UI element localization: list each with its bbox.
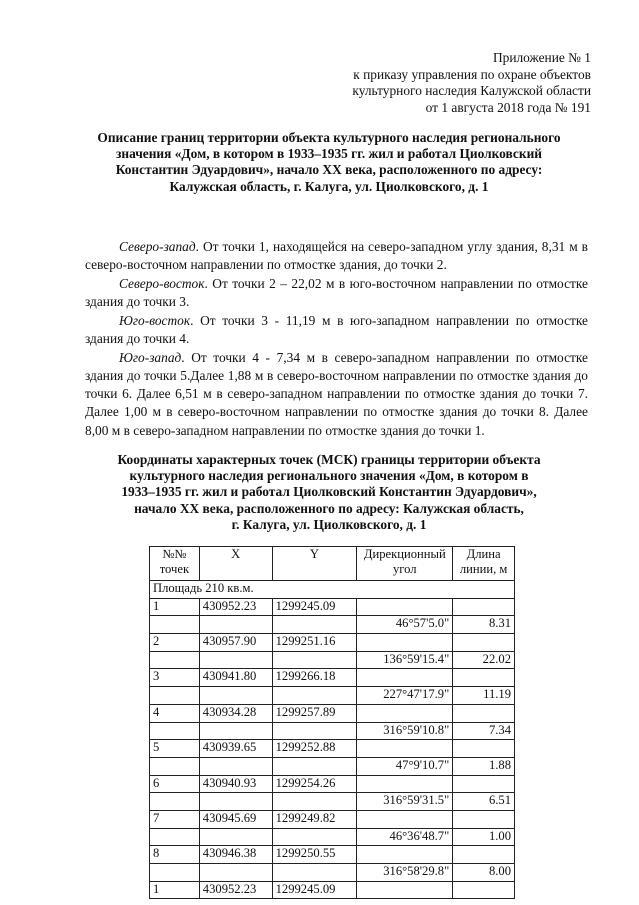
direction-label: Юго-запад bbox=[119, 349, 182, 365]
line-length-cell bbox=[453, 775, 515, 793]
direction-angle-cell: 46°57'5.0" bbox=[357, 616, 453, 634]
y-coordinate-cell: 1299245.09 bbox=[272, 598, 357, 616]
y-coordinate-cell: 1299254.26 bbox=[272, 775, 357, 793]
line-length-cell: 8.31 bbox=[453, 616, 515, 634]
table-row bbox=[150, 881, 515, 899]
table-row bbox=[150, 828, 515, 846]
direction-angle-cell: 316°58'29.8" bbox=[357, 864, 453, 882]
point-number-cell: 4 bbox=[150, 704, 200, 722]
area-label: Площадь 210 кв.м. bbox=[150, 581, 515, 599]
point-number-cell bbox=[150, 687, 200, 705]
direction-angle-cell: 316°59'31.5" bbox=[357, 793, 453, 811]
point-number-cell: 8 bbox=[150, 846, 200, 864]
coordinates-table bbox=[149, 546, 515, 899]
header-line-length: Длина линии, м bbox=[453, 547, 515, 581]
table-row bbox=[150, 775, 515, 793]
x-coordinate-cell bbox=[199, 687, 272, 705]
point-number-cell: 7 bbox=[150, 810, 200, 828]
point-number-cell: 1 bbox=[150, 598, 200, 616]
line-length-cell bbox=[453, 740, 515, 758]
header-x: X bbox=[199, 547, 272, 581]
table-row bbox=[150, 740, 515, 758]
table-row bbox=[150, 810, 515, 828]
description-paragraph bbox=[85, 238, 588, 274]
appendix-line: культурного наследия Калужской области bbox=[352, 83, 591, 98]
table-row bbox=[150, 722, 515, 740]
appendix-line: к приказу управления по охране объектов bbox=[353, 66, 591, 82]
direction-label: Северо-восток bbox=[119, 275, 205, 291]
title-line: культурного наследия регионального значения «Дом, в котором в bbox=[129, 468, 529, 484]
x-coordinate-cell bbox=[199, 651, 272, 669]
title-line: Константин Эдуардович», начало XX века, расположенного по адресу: bbox=[115, 162, 543, 178]
x-coordinate-cell: 430957.90 bbox=[199, 634, 272, 652]
y-coordinate-cell bbox=[272, 864, 357, 882]
table-row bbox=[150, 757, 515, 775]
y-coordinate-cell bbox=[272, 651, 357, 669]
x-coordinate-cell bbox=[199, 828, 272, 846]
direction-angle-cell: 316°59'10.8" bbox=[357, 722, 453, 740]
direction-angle-cell: 46°36'48.7" bbox=[357, 828, 453, 846]
appendix-header bbox=[352, 50, 591, 116]
y-coordinate-cell: 1299245.09 bbox=[272, 881, 357, 899]
title-line: значения «Дом, в котором в 1933–1935 гг. жил и работал Циолковский bbox=[115, 146, 543, 162]
line-length-cell bbox=[453, 669, 515, 687]
table-row bbox=[150, 616, 515, 634]
direction-angle-cell bbox=[357, 846, 453, 864]
direction-label: Северо-запад bbox=[119, 239, 196, 254]
line-length-cell bbox=[453, 598, 515, 616]
x-coordinate-cell bbox=[199, 722, 272, 740]
y-coordinate-cell: 1299252.88 bbox=[272, 740, 357, 758]
line-length-cell: 1.88 bbox=[453, 757, 515, 775]
description-text: . От точки 2 – 22,02 м в юго-восточном направлении по отмостке здания до точки 3. bbox=[85, 275, 588, 310]
line-length-cell: 6.51 bbox=[453, 793, 515, 811]
title-line: Калужская область, г. Калуга, ул. Циолковского, д. 1 bbox=[169, 178, 489, 194]
title-line: Описание границ территории объекта культурного наследия регионального bbox=[97, 130, 561, 145]
description-paragraph bbox=[85, 312, 588, 348]
x-coordinate-cell: 430952.23 bbox=[199, 598, 272, 616]
x-coordinate-cell: 430940.93 bbox=[199, 775, 272, 793]
y-coordinate-cell: 1299251.16 bbox=[272, 634, 357, 652]
table-header-row bbox=[150, 547, 515, 581]
line-length-cell bbox=[453, 846, 515, 864]
line-length-cell bbox=[453, 704, 515, 722]
title-line: 1933–1935 гг. жил и работал Циолковский Константин Эдуардович», bbox=[121, 484, 537, 500]
description-paragraph bbox=[85, 349, 588, 440]
point-number-cell bbox=[150, 722, 200, 740]
table-row bbox=[150, 669, 515, 687]
table-row bbox=[150, 846, 515, 864]
direction-angle-cell: 227°47'17.9" bbox=[357, 687, 453, 705]
direction-angle-cell bbox=[357, 740, 453, 758]
table-row bbox=[150, 598, 515, 616]
title-line: начало XX века, расположенного по адресу: Калужская область, bbox=[134, 500, 524, 516]
x-coordinate-cell bbox=[199, 757, 272, 775]
line-length-cell: 7.34 bbox=[453, 722, 515, 740]
line-length-cell bbox=[453, 810, 515, 828]
table-row bbox=[150, 651, 515, 669]
y-coordinate-cell: 1299257.89 bbox=[272, 704, 357, 722]
description-text: . От точки 4 - 7,34 м в северо-западном направлении по отмостке здания до точки 5.Далее 1,88 м в северо-восточном направлении по отмостке здания до точки 6. Далее 6,51 м в северо-западном направлении по отмостке здания до точки 7. Далее 1,00 м в северо-восточном направлении по отмостке здания до точки 8. Далее 8,00 м в северо-западном направлении по отмостке здания до точки 1. bbox=[85, 349, 588, 438]
table-row bbox=[150, 634, 515, 652]
point-number-cell: 1 bbox=[150, 881, 200, 899]
point-number-cell: 2 bbox=[150, 634, 200, 652]
point-number-cell bbox=[150, 757, 200, 775]
x-coordinate-cell: 430941.80 bbox=[199, 669, 272, 687]
x-coordinate-cell: 430945.69 bbox=[199, 810, 272, 828]
x-coordinate-cell bbox=[199, 864, 272, 882]
table-row bbox=[150, 864, 515, 882]
point-number-cell: 3 bbox=[150, 669, 200, 687]
line-length-cell: 11.19 bbox=[453, 687, 515, 705]
x-coordinate-cell: 430939.65 bbox=[199, 740, 272, 758]
direction-angle-cell: 47°9'10.7" bbox=[357, 757, 453, 775]
direction-angle-cell bbox=[357, 704, 453, 722]
y-coordinate-cell: 1299250.55 bbox=[272, 846, 357, 864]
appendix-line: Приложение № 1 bbox=[492, 50, 591, 65]
y-coordinate-cell: 1299249.82 bbox=[272, 810, 357, 828]
table-row bbox=[150, 687, 515, 705]
header-y: Y bbox=[272, 547, 357, 581]
appendix-line: от 1 августа 2018 года № 191 bbox=[425, 99, 591, 115]
x-coordinate-cell: 430952.23 bbox=[199, 881, 272, 899]
y-coordinate-cell bbox=[272, 687, 357, 705]
coordinates-title bbox=[70, 452, 588, 533]
boundary-description bbox=[85, 238, 588, 440]
header-point-number: №№ точек bbox=[150, 547, 200, 581]
table-row bbox=[150, 793, 515, 811]
y-coordinate-cell bbox=[272, 793, 357, 811]
line-length-cell: 1.00 bbox=[453, 828, 515, 846]
line-length-cell bbox=[453, 634, 515, 652]
point-number-cell bbox=[150, 793, 200, 811]
description-text: . От точки 3 - 11,19 м в юго-западном направлении по отмостке здания до точки 4. bbox=[85, 312, 588, 347]
y-coordinate-cell bbox=[272, 757, 357, 775]
x-coordinate-cell bbox=[199, 616, 272, 634]
y-coordinate-cell bbox=[272, 616, 357, 634]
y-coordinate-cell bbox=[272, 828, 357, 846]
direction-angle-cell: 136°59'15.4" bbox=[357, 651, 453, 669]
document-title bbox=[70, 130, 588, 195]
point-number-cell bbox=[150, 616, 200, 634]
header-direction-angle: Дирекционный угол bbox=[357, 547, 453, 581]
direction-label: Юго-восток bbox=[119, 312, 191, 328]
y-coordinate-cell: 1299266.18 bbox=[272, 669, 357, 687]
x-coordinate-cell: 430934.28 bbox=[199, 704, 272, 722]
line-length-cell bbox=[453, 881, 515, 899]
table-row bbox=[150, 704, 515, 722]
direction-angle-cell bbox=[357, 634, 453, 652]
point-number-cell bbox=[150, 864, 200, 882]
point-number-cell: 5 bbox=[150, 740, 200, 758]
line-length-cell: 8.00 bbox=[453, 864, 515, 882]
direction-angle-cell bbox=[357, 810, 453, 828]
point-number-cell: 6 bbox=[150, 775, 200, 793]
title-line: Координаты характерных точек (МСК) границы территории объекта bbox=[117, 452, 541, 467]
area-row bbox=[150, 581, 515, 599]
point-number-cell bbox=[150, 828, 200, 846]
direction-angle-cell bbox=[357, 775, 453, 793]
point-number-cell bbox=[150, 651, 200, 669]
y-coordinate-cell bbox=[272, 722, 357, 740]
description-text: . От точки 1, находящейся на северо-западном углу здания, 8,31 м в северо-восточном направлении по отмостке здания, до точки 2. bbox=[85, 239, 588, 273]
direction-angle-cell bbox=[357, 881, 453, 899]
title-line: г. Калуга, ул. Циолковского, д. 1 bbox=[231, 516, 427, 532]
description-paragraph bbox=[85, 275, 588, 311]
x-coordinate-cell bbox=[199, 793, 272, 811]
table-body bbox=[150, 581, 515, 899]
x-coordinate-cell: 430946.38 bbox=[199, 846, 272, 864]
direction-angle-cell bbox=[357, 669, 453, 687]
direction-angle-cell bbox=[357, 598, 453, 616]
line-length-cell: 22.02 bbox=[453, 651, 515, 669]
